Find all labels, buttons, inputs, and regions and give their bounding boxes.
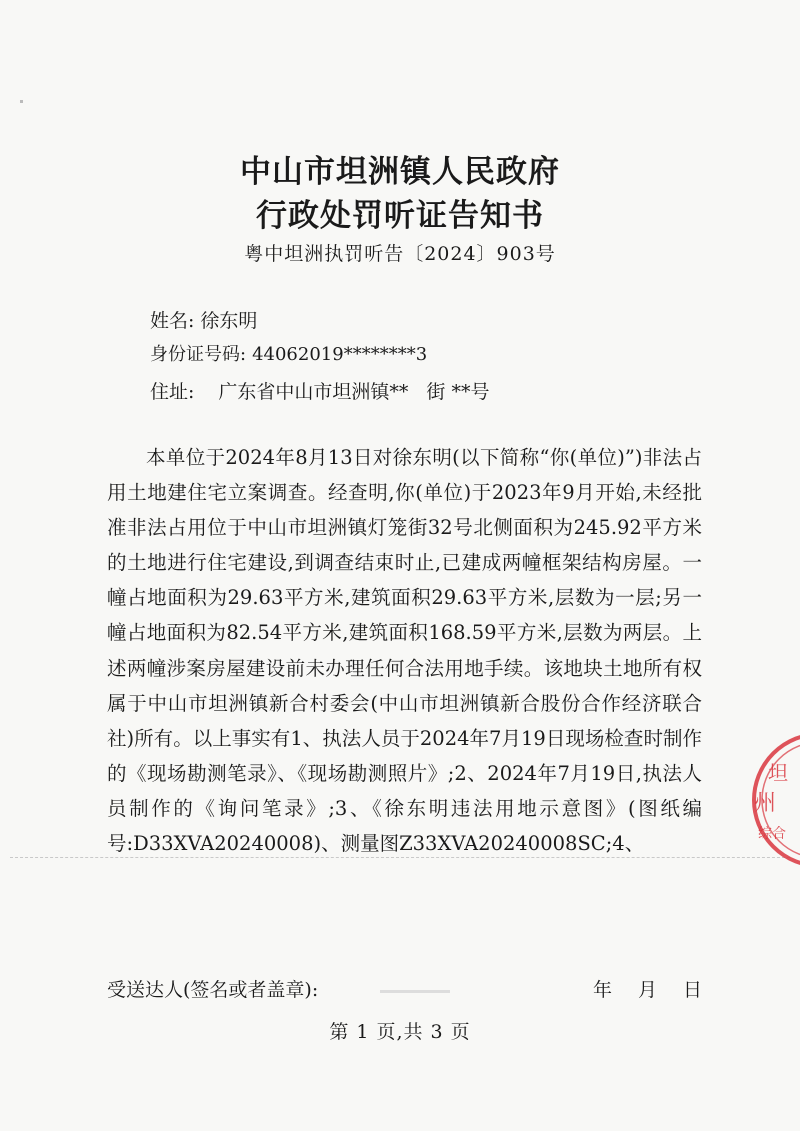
svg-text:州: 州: [754, 791, 777, 816]
address-label: 住址:: [150, 381, 195, 403]
signature-label: 受送达人(签名或者盖章):: [107, 979, 319, 1001]
address-value-part2: 街 **号: [426, 381, 490, 403]
recipient-name-row: [150, 306, 257, 333]
id-value: 44062019********3: [252, 344, 428, 365]
recipient-id-row: [150, 340, 427, 366]
date-label: 年月日: [592, 979, 728, 1001]
faint-stamp-mark: [380, 990, 450, 993]
page-number: 第 1 页,共 3 页: [329, 1021, 471, 1043]
document-number: 粤中坦洲执罚听告〔2024〕903号: [244, 243, 556, 265]
official-seal-icon: [740, 730, 800, 870]
recipient-address-row: [150, 377, 489, 404]
fold-line: [10, 857, 790, 858]
id-label: 身份证号码:: [150, 344, 247, 365]
svg-text:综合: 综合: [758, 826, 786, 842]
scan-mark: [20, 100, 23, 103]
document-title: 行政处罚听证告知书: [256, 198, 544, 234]
svg-text:坦: 坦: [768, 761, 788, 785]
name-value: 徐东明: [200, 310, 258, 332]
body-paragraph: 本单位于2024年8月13日对徐东明(以下简称“你(单位)”)非法占用土地建住宅立案调查。经查明,你(单位)于2023年9月开始,未经批准非法占用位于中山市坦洲镇灯笼街32号北侧面积为245.92平方米的土地进行住宅建设,到调查结束时止,已建成两幢框架结构房屋。一幢占地面积为29.63平方米,建筑面积29.63平方米,层数为一层;另一幢占地面积为82.54平方米,建筑面积168.59平方米,层数为两层。上述两幢涉案房屋建设前未办理任何合法用地手续。该地块土地所有权属于中山市坦洲镇新合村委会(中山市坦洲镇新合股份合作经济联合社)所有。以上事实有1、执法人员于2024年7月19日现场检查时制作的《现场勘测笔录》、《现场勘测照片》;2、2024年7月19日,执法人员制作的《询问笔录》;3、《徐东明违法用地示意图》(图纸编号:D33XVA20240008)、测量图Z33XVA20240008SC;4、: [107, 446, 702, 856]
signature-line: [107, 975, 728, 1002]
name-label: 姓名:: [150, 310, 195, 332]
issuer-title: 中山市坦洲镇人民政府: [240, 154, 560, 190]
address-value-part1: 广东省中山市坦洲镇**: [218, 381, 409, 403]
